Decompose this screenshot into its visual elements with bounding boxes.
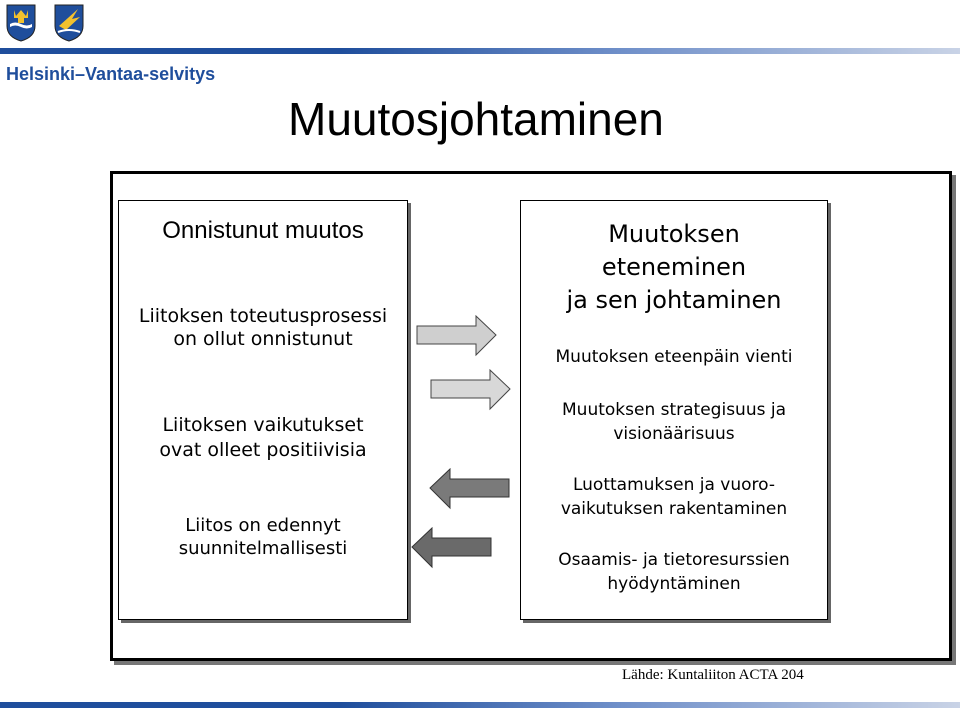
right-item-2: Muutoksen strategisuus ja visionäärisuus xyxy=(562,400,786,444)
right-item-4: Osaamis- ja tietoresurssien hyödyntäminen xyxy=(558,550,790,594)
right-panel-heading: Muutoksen eteneminen ja sen johtaminen xyxy=(566,220,782,314)
footer-divider xyxy=(0,702,960,708)
header-divider xyxy=(0,48,960,54)
left-panel xyxy=(118,200,408,620)
helsinki-crest-icon xyxy=(6,4,36,42)
brand-label: Helsinki–Vantaa-selvitys xyxy=(6,64,216,84)
right-panel xyxy=(520,200,828,620)
right-arrow-icon xyxy=(416,315,498,357)
left-panel-heading: Onnistunut muutos xyxy=(162,217,364,244)
left-item-1: Liitoksen toteutusprosessi on ollut onnistunut xyxy=(138,305,388,350)
left-arrow-icon xyxy=(410,527,492,569)
right-item-3: Luottamuksen ja vuoro- vaikutuksen rakentaminen xyxy=(560,475,788,519)
right-arrow-icon xyxy=(430,369,512,411)
page-title: Muutosjohtaminen xyxy=(288,93,664,145)
left-item-2: Liitoksen vaikutukset ovat olleet positiivisia xyxy=(159,414,367,461)
source-note: Lähde: Kuntaliiton ACTA 204 xyxy=(622,667,804,683)
left-arrow-icon xyxy=(428,468,510,510)
vantaa-crest-icon xyxy=(54,4,84,42)
left-item-3: Liitos on edennyt suunnitelmallisesti xyxy=(178,515,348,559)
right-item-1: Muutoksen eteenpäin vienti xyxy=(555,347,793,367)
